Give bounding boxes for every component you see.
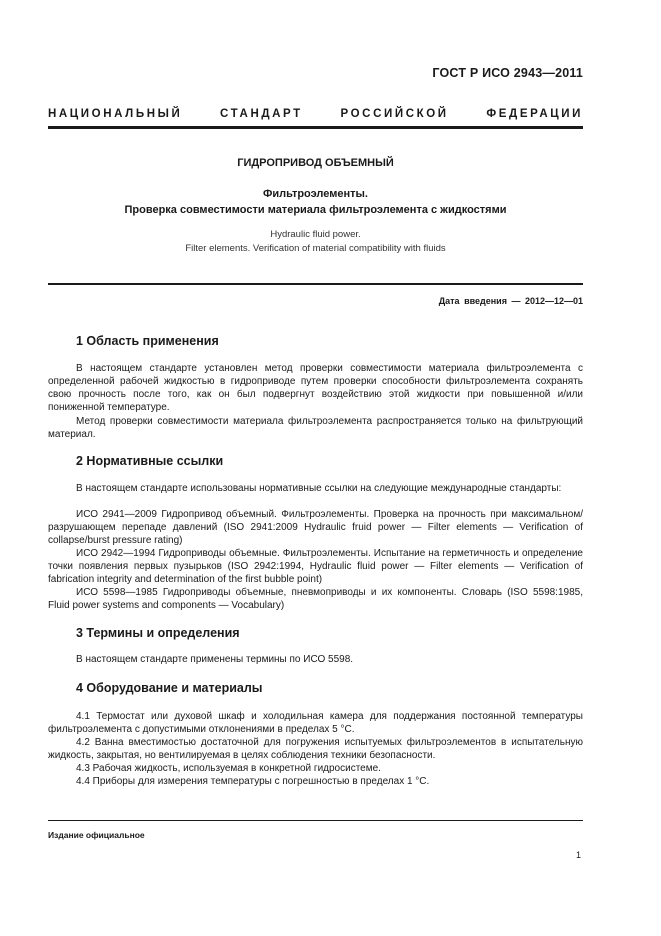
- national-standard-banner: НАЦИОНАЛЬНЫЙ СТАНДАРТ РОССИЙСКОЙ ФЕДЕРАЦИИ: [48, 108, 583, 120]
- section-4-paragraph-4: 4.4 Приборы для измерения температуры с погрешностью в пределах 1 °С.: [76, 776, 430, 787]
- page-number: 1: [575, 850, 581, 860]
- section-heading-3: 3 Термины и определения: [76, 626, 240, 640]
- section-2-paragraph-2: ИСО 2941—2009 Гидропривод объемный. Фильтроэлементы. Проверка на прочность при максимальном/разрушающем перепаде давлений (ISO 2941:2009 Hydraulic fruid power — Filter elements — Verification of collapse/burst pressure rating): [48, 509, 583, 546]
- section-1-paragraph-2: Метод проверки совместимости материала фильтроэлемента распространяется только на фильтрующий материал.: [48, 416, 583, 440]
- subtitle-line-1: Фильтроэлементы.: [263, 188, 368, 200]
- english-title: [48, 228, 583, 255]
- section-2-paragraph-1: В настоящем стандарте использованы нормативные ссылки на следующие международные стандарты:: [76, 483, 562, 494]
- section-4-paragraph-1: 4.1 Термостат или духовой шкаф и холодильная камера для поддержания постоянной температуры фильтроэлемента с допустимыми отклонениями в пределах 5 °С.: [48, 711, 583, 735]
- section-3-paragraph-1: В настоящем стандарте применены термины по ИСО 5598.: [76, 654, 354, 665]
- title-rule: [48, 283, 583, 285]
- edition-label: Издание официальное: [48, 830, 145, 840]
- subtitle-line-2: Проверка совместимости материала фильтроэлемента с жидкостями: [124, 204, 507, 216]
- document-title: ГИДРОПРИВОД ОБЪЕМНЫЙ: [237, 157, 394, 169]
- footer-rule: [48, 820, 583, 821]
- section-4-paragraph-3: 4.3 Рабочая жидкость, используемая в конкретной гидросистеме.: [76, 763, 381, 774]
- date-introduced: Дата введения — 2012—12—01: [438, 296, 583, 306]
- section-1-paragraph-1: В настоящем стандарте установлен метод проверки совместимости материала фильтроэлемента с определенной рабочей жидкостью в гидроприводе путем проверки способности фильтроэлемента сохранять свою прочность после того, как он был подвергнут воздействию этой жидкости при повышенной и/или пониженной температуре.: [48, 363, 583, 413]
- section-2-paragraph-4: ИСО 5598—1985 Гидроприводы объемные, пневмоприводы и их компоненты. Словарь (ISO 5598:1985, Fluid power systems and components — Vocabulary): [48, 587, 583, 611]
- english-title-line-2: Filter elements. Verification of material compatibility with fluids: [185, 242, 446, 254]
- header-rule: [48, 126, 583, 129]
- standard-code: ГОСТ Р ИСО 2943—2011: [432, 66, 583, 80]
- section-4-paragraph-2: 4.2 Ванна вместимостью достаточной для погружения испытуемых фильтроэлементов в испытательную жидкость, закрытая, но вентилируемая в целях соблюдения техники безопасности.: [48, 737, 583, 761]
- section-heading-2: 2 Нормативные ссылки: [76, 454, 224, 468]
- section-2-paragraph-3: ИСО 2942—1994 Гидроприводы объемные. Фильтроэлементы. Испытание на герметичность и определение точки появления первых пузырьков (ISO 2942:1994, Hydraulic fluid power — Filter elements — Verification of fabrication integrity and determination of the first bubble point): [48, 548, 583, 585]
- section-heading-4: 4 Оборудование и материалы: [76, 681, 263, 695]
- english-title-line-1: Hydraulic fluid power.: [270, 229, 361, 240]
- document-subtitle: [48, 186, 583, 218]
- section-heading-1: 1 Область применения: [76, 334, 219, 348]
